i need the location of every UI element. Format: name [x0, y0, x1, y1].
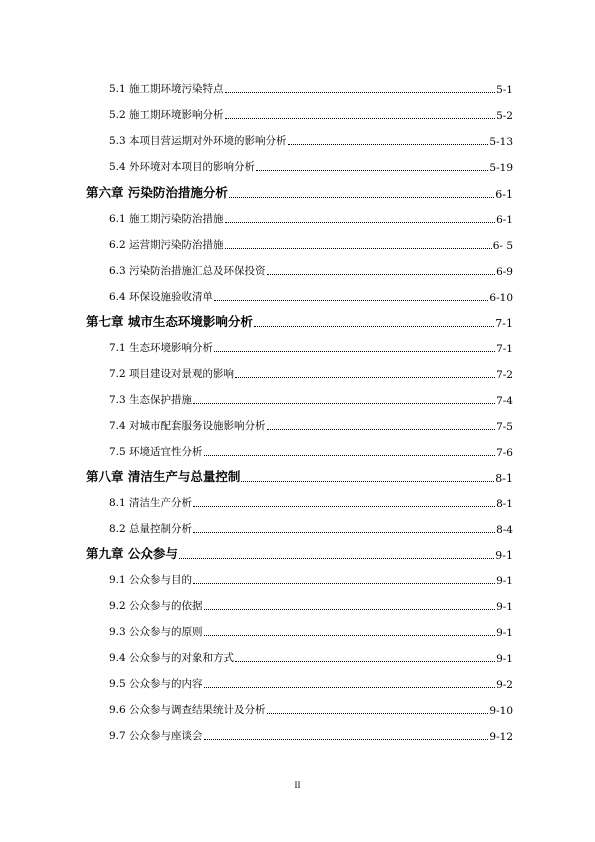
toc-chapter-entry[interactable]: [86, 544, 513, 562]
toc-entry[interactable]: [109, 727, 513, 743]
dot-leader: [256, 170, 488, 171]
toc-entry[interactable]: [109, 597, 513, 613]
dot-leader: [254, 326, 494, 327]
dot-leader: [225, 92, 496, 93]
toc-chapter-entry[interactable]: [86, 467, 513, 485]
toc-entry-title: 9.7 公众参与座谈会: [109, 730, 203, 742]
toc-entry[interactable]: [109, 571, 513, 587]
toc-chapter-entry[interactable]: [86, 183, 513, 201]
toc-entry[interactable]: [109, 158, 513, 174]
toc-entry-page: 8-4: [496, 524, 513, 536]
toc-entry[interactable]: [109, 391, 513, 407]
toc-entry-title: 9.6 公众参与调查结果统计及分析: [109, 704, 266, 716]
toc-entry-page: 9-1: [496, 575, 513, 587]
toc-entry-title: 8.2 总量控制分析: [109, 523, 193, 535]
dot-leader: [204, 609, 496, 610]
toc-entry-title: 9.4 公众参与的对象和方式: [109, 652, 235, 664]
toc-entry-title: 7.3 生态保护措施: [109, 394, 193, 406]
toc-entry-title: 7.2 项目建设对景观的影响: [109, 368, 235, 380]
toc-entry-page: 7-5: [496, 421, 513, 433]
toc-entry-title: 9.2 公众参与的依据: [109, 600, 203, 612]
page-number: II: [294, 780, 301, 790]
toc-entry[interactable]: [109, 210, 513, 226]
dot-leader: [267, 429, 496, 430]
toc-entry-page: 6-1: [496, 214, 513, 226]
toc-entry[interactable]: [109, 262, 513, 278]
toc-entry[interactable]: [109, 236, 513, 252]
dot-leader: [225, 222, 496, 223]
toc-chapter-title: 第九章 公众参与: [86, 546, 178, 561]
toc-entry[interactable]: [109, 520, 513, 536]
toc-entry-page: 6-10: [489, 292, 513, 304]
toc-entry-title: 8.1 清洁生产分析: [109, 497, 193, 509]
toc-entry[interactable]: [109, 106, 513, 122]
dot-leader: [229, 197, 494, 198]
toc-chapter-entry[interactable]: [86, 312, 513, 330]
toc-chapter-title: 第七章 城市生态环境影响分析: [86, 314, 253, 329]
toc-entry[interactable]: [109, 494, 513, 510]
toc-entry-title: 9.5 公众参与的内容: [109, 678, 203, 690]
toc-entry-page: 9-1: [496, 653, 513, 665]
dot-leader: [204, 739, 489, 740]
toc-entry-page: 6-9: [496, 266, 513, 278]
toc-entry-title: 6.1 施工期污染防治措施: [109, 213, 224, 225]
toc-entry-page: 5-13: [489, 136, 513, 148]
dot-leader: [193, 403, 495, 404]
dot-leader: [204, 635, 496, 636]
dot-leader: [193, 506, 495, 507]
toc-entry[interactable]: [109, 443, 513, 459]
toc-entry-page: 5-1: [496, 84, 513, 96]
toc-entry[interactable]: [109, 701, 513, 717]
toc-entry-page: 9-1: [496, 601, 513, 613]
toc-entry[interactable]: [109, 132, 513, 148]
toc-entry-title: 7.1 生态环境影响分析: [109, 342, 214, 354]
toc-entry-page: 7-1: [495, 317, 513, 330]
toc-entry-page: 8-1: [496, 498, 513, 510]
toc-entry-page: 9-12: [489, 731, 513, 743]
toc-entry-page: 7-6: [496, 447, 513, 459]
toc-entry-page: 7-2: [496, 369, 513, 381]
toc-entry-page: 9-1: [496, 627, 513, 639]
dot-leader: [288, 144, 489, 145]
toc-entry[interactable]: [109, 80, 513, 96]
toc-chapter-title: 第六章 污染防治措施分析: [86, 185, 228, 200]
toc-entry-title: 6.2 运营期污染防治措施: [109, 239, 224, 251]
toc-entry-page: 9-1: [495, 549, 513, 562]
dot-leader: [235, 377, 495, 378]
toc-entry[interactable]: [109, 365, 513, 381]
toc-entry-page: 5-19: [489, 162, 513, 174]
dot-leader: [225, 248, 492, 249]
toc-entry-title: 5.1 施工期环境污染特点: [109, 83, 224, 95]
dot-leader: [267, 713, 489, 714]
dot-leader: [193, 583, 495, 584]
toc-entry[interactable]: [109, 339, 513, 355]
toc-entry[interactable]: [109, 675, 513, 691]
toc-entry-title: 5.3 本项目营运期对外环境的影响分析: [109, 135, 287, 147]
toc-chapter-title: 第八章 清洁生产与总量控制: [86, 469, 241, 484]
toc-entry-page: 7-4: [496, 395, 513, 407]
toc-entry-page: 6- 5: [492, 240, 513, 252]
toc-entry-title: 6.4 环保设施验收清单: [109, 291, 214, 303]
toc-entry-title: 9.1 公众参与目的: [109, 574, 193, 586]
toc-entry-page: 7-1: [496, 343, 513, 355]
dot-leader: [241, 481, 494, 482]
dot-leader: [225, 118, 496, 119]
dot-leader: [193, 532, 495, 533]
dot-leader: [214, 300, 488, 301]
toc-entry-title: 9.3 公众参与的原则: [109, 626, 203, 638]
toc-entry-title: 5.2 施工期环境影响分析: [109, 109, 224, 121]
toc-entry-title: 5.4 外环境对本项目的影响分析: [109, 161, 256, 173]
toc-entry[interactable]: [109, 649, 513, 665]
dot-leader: [267, 274, 496, 275]
toc-entry-title: 7.5 环境适宜性分析: [109, 446, 203, 458]
toc-entry-page: 6-1: [495, 188, 513, 201]
toc-entry[interactable]: [109, 623, 513, 639]
toc-entry-page: 8-1: [495, 472, 513, 485]
toc-entry-page: 9-2: [496, 679, 513, 691]
toc-entry-page: 5-2: [496, 110, 513, 122]
dot-leader: [179, 558, 494, 559]
toc-entry[interactable]: [109, 288, 513, 304]
dot-leader: [204, 687, 496, 688]
toc-entry-title: 6.3 污染防治措施汇总及环保投资: [109, 265, 266, 277]
dot-leader: [235, 661, 495, 662]
toc-entry-page: 9-10: [489, 705, 513, 717]
dot-leader: [204, 455, 496, 456]
toc-entry[interactable]: [109, 417, 513, 433]
dot-leader: [214, 351, 495, 352]
toc-entry-title: 7.4 对城市配套服务设施影响分析: [109, 420, 266, 432]
